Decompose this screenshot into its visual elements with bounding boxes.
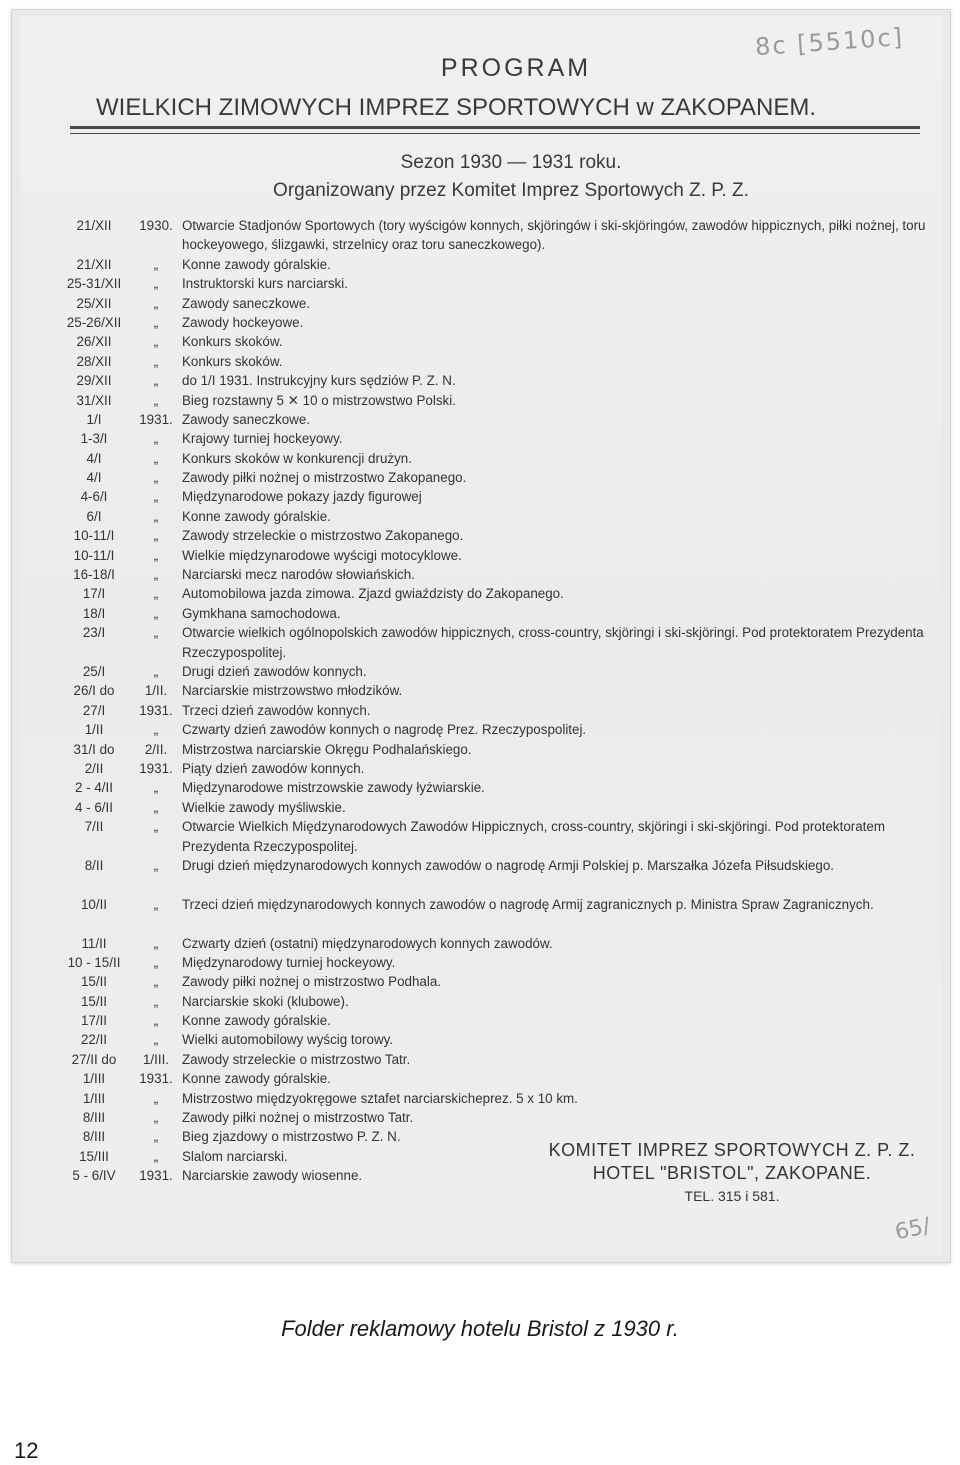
event-date: 17/I	[82, 586, 106, 602]
event-description: Konkurs skoków w konkurencji drużyn.	[182, 450, 412, 466]
event-date: 25/I	[82, 664, 106, 680]
event-date: 1/II	[84, 722, 104, 738]
event-year-mark: „	[153, 392, 159, 408]
event-description: Konne zawody góralskie.	[182, 1013, 331, 1029]
event-year-mark: 1930.	[139, 218, 173, 233]
event-year-mark: „	[153, 780, 159, 796]
event-description: Automobilowa jazda zimowa. Zjazd gwiaździsty do Zakopanego.	[182, 586, 564, 602]
event-description: Gymkhana samochodowa.	[182, 605, 341, 621]
event-year-mark: „	[153, 993, 159, 1009]
event-description: Drugi dzień zawodów konnych.	[182, 664, 367, 680]
event-description: Trzeci dzień międzynarodowych konnych zawodów o nagrodę Armij zagranicznych p. Ministra Spraw Zagranicznych.	[182, 896, 874, 912]
events-list	[58, 216, 928, 1186]
header-rule-thin	[70, 133, 920, 134]
event-row	[58, 934, 928, 953]
event-year-mark: „	[153, 256, 159, 272]
document-title: PROGRAM	[440, 54, 592, 82]
event-row	[58, 856, 928, 895]
event-row	[58, 895, 928, 934]
event-year-mark: „	[153, 1032, 159, 1048]
event-row	[58, 1050, 928, 1069]
closing-phone: TEL. 315 i 581.	[684, 1188, 780, 1204]
event-row	[58, 1030, 928, 1049]
event-year-mark: „	[153, 450, 159, 466]
event-year-mark: 1/II.	[144, 683, 168, 699]
event-year-mark: „	[153, 896, 159, 912]
document-subtitle: WIELKICH ZIMOWYCH IMPREZ SPORTOWYCH w ZAKOPANEM.	[96, 94, 817, 121]
event-date: 27/I	[82, 702, 106, 718]
event-description: Otwarcie Stadjonów Sportowych (tory wyścigów konnych, skjöringów i ski-skjöringów, zawodów hippicznych, piłki nożnej, toru hockeyowego, ślizgawki, strzelnicy oraz toru saneczkowego).	[182, 218, 926, 253]
event-date: 10-11/I	[73, 528, 115, 544]
event-row	[58, 1089, 928, 1108]
event-year-mark: „	[153, 625, 159, 641]
event-row	[58, 391, 928, 410]
event-date: 27/II do	[71, 1051, 117, 1067]
event-description: Międzynarodowe pokazy jazdy figurowej	[182, 489, 422, 505]
event-year-mark: „	[153, 470, 159, 486]
event-row	[58, 216, 928, 255]
event-date: 10/II	[80, 896, 108, 912]
event-year-mark: „	[153, 1013, 159, 1029]
event-row	[58, 410, 928, 429]
event-description: do 1/I 1931. Instrukcyjny kurs sędziów P. Z. N.	[182, 373, 456, 389]
season-line: Sezon 1930 — 1931 roku.	[400, 152, 622, 173]
event-date: 1/III	[82, 1071, 106, 1087]
event-date: 4/I	[86, 470, 102, 486]
event-description: Otwarcie wielkich ogólnopolskich zawodów hippicznych, cross-country, skjöringi i ski-skjöringi. Pod protektoratem Prezydenta Rzeczypospolitej.	[182, 625, 924, 660]
event-year-mark: „	[153, 722, 159, 738]
event-description: Zawody saneczkowe.	[182, 411, 311, 427]
event-description: Wielkie międzynarodowe wyścigi motocyklowe.	[182, 547, 462, 563]
event-description: Narciarskie skoki (klubowe).	[182, 993, 349, 1009]
event-date: 8/III	[82, 1129, 106, 1145]
event-date: 29/XII	[76, 373, 112, 389]
event-description: Czwarty dzień (ostatni) międzynarodowych konnych zawodów.	[182, 935, 553, 951]
event-date: 21/XII	[76, 256, 112, 272]
event-description: Konne zawody góralskie.	[182, 1071, 331, 1087]
event-year-mark: 1931.	[139, 702, 173, 718]
event-date: 1/III	[82, 1090, 106, 1106]
event-year-mark: „	[153, 1110, 159, 1126]
event-date: 8/III	[82, 1110, 106, 1126]
event-description: Krajowy turniej hockeyowy.	[182, 431, 343, 447]
event-description: Zawody saneczkowe.	[182, 295, 311, 311]
event-date: 4-6/I	[80, 489, 108, 505]
event-year-mark: 1/III.	[142, 1051, 170, 1067]
event-row	[58, 662, 928, 681]
event-row	[58, 992, 928, 1011]
event-date: 8/II	[84, 857, 104, 873]
event-date: 4/I	[86, 450, 102, 466]
event-description: Trzeci dzień zawodów konnych.	[182, 702, 371, 718]
closing-hotel: HOTEL "BRISTOL", ZAKOPANE.	[592, 1163, 872, 1183]
event-date: 31/I do	[73, 741, 115, 757]
event-date: 25-26/XII	[66, 314, 122, 330]
event-date: 23/I	[82, 625, 106, 641]
event-row	[58, 526, 928, 545]
event-description: Bieg rozstawny 5 ✕ 10 o mistrzowstwo Polski.	[182, 392, 456, 408]
event-date: 5 - 6/IV	[72, 1168, 116, 1184]
event-year-mark: 1931.	[139, 760, 173, 776]
event-row	[58, 1069, 928, 1088]
event-year-mark: „	[153, 974, 159, 990]
event-year-mark: 1931.	[139, 411, 173, 427]
event-year-mark: „	[153, 857, 159, 873]
event-description: Wielki automobilowy wyścig torowy.	[182, 1032, 394, 1048]
event-description: Drugi dzień międzynarodowych konnych zawodów o nagrodę Armji Polskiej p. Marszałka Józefa Piłsudskiego.	[182, 857, 834, 873]
event-date: 1/I	[86, 411, 102, 427]
event-row	[58, 1108, 928, 1127]
event-row	[58, 429, 928, 448]
event-year-mark: „	[153, 373, 159, 389]
event-description: Narciarskie mistrzowstwo młodzików.	[182, 683, 403, 699]
event-year-mark: „	[153, 489, 159, 505]
event-row	[58, 546, 928, 565]
event-row	[58, 584, 928, 603]
event-year-mark: „	[153, 334, 159, 350]
event-row	[58, 255, 928, 274]
event-description: Zawody piłki nożnej o mistrzostwo Tatr.	[182, 1110, 414, 1126]
event-year-mark: „	[153, 605, 159, 621]
event-year-mark: „	[153, 314, 159, 330]
event-year-mark: „	[153, 295, 159, 311]
event-year-mark: „	[153, 1148, 159, 1164]
event-date: 31/XII	[76, 392, 112, 408]
event-year-mark: „	[153, 1129, 159, 1145]
event-description: Zawody hockeyowe.	[182, 314, 304, 330]
event-description: Zawody strzeleckie o mistrzostwo Zakopanego.	[182, 528, 464, 544]
header-rule-thick	[70, 126, 920, 129]
event-description: Wielkie zawody myśliwskie.	[182, 799, 346, 815]
event-date: 25/XII	[76, 295, 112, 311]
event-date: 26/I do	[73, 683, 115, 699]
event-row	[58, 565, 928, 584]
event-description: Otwarcie Wielkich Międzynarodowych Zawodów Hippicznych, cross-country, skjöringi i ski-skjöringi. Pod protektoratem Prezydenta Rzeczypospolitej.	[182, 819, 886, 854]
event-date: 15/II	[80, 974, 108, 990]
page-number: 12	[14, 1438, 39, 1463]
event-date: 21/XII	[76, 218, 112, 233]
event-description: Mistrzostwo międzyokręgowe sztafet narciarskicheprez. 5 x 10 km.	[182, 1090, 578, 1106]
event-year-mark: „	[153, 799, 159, 815]
event-date: 16-18/I	[73, 567, 115, 583]
event-description: Zawody strzeleckie o mistrzostwo Tatr.	[182, 1051, 411, 1067]
event-row	[58, 740, 928, 759]
event-row	[58, 604, 928, 623]
event-date: 6/I	[86, 508, 102, 524]
event-date: 1-3/I	[80, 431, 108, 447]
event-year-mark: 1931.	[139, 1168, 173, 1184]
scanned-document	[12, 10, 950, 1262]
event-date: 17/II	[80, 1013, 108, 1029]
event-description: Konkurs skoków.	[182, 353, 283, 369]
event-year-mark: „	[153, 586, 159, 602]
event-description: Konne zawody góralskie.	[182, 508, 331, 524]
event-description: Mistrzostwa narciarskie Okręgu Podhalańskiego.	[182, 741, 472, 757]
organizer-line: Organizowany przez Komitet Imprez Sportowych Z. P. Z.	[273, 180, 749, 201]
event-year-mark: „	[153, 431, 159, 447]
event-row	[58, 701, 928, 720]
event-row	[58, 798, 928, 817]
event-description: Międzynarodowe mistrzowskie zawody łyżwiarskie.	[182, 780, 485, 796]
event-date: 4 - 6/II	[75, 799, 113, 815]
event-description: Zawody piłki nożnej o mistrzostwo Zakopanego.	[182, 470, 467, 486]
event-row	[58, 623, 928, 662]
event-description: Piąty dzień zawodów konnych.	[182, 760, 365, 776]
handwritten-page-mark: 65/	[892, 1213, 933, 1246]
event-row	[58, 778, 928, 797]
event-description: Narciarskie zawody wiosenne.	[182, 1168, 363, 1184]
event-year-mark: „	[153, 664, 159, 680]
event-date: 26/XII	[76, 334, 112, 350]
event-description: Instruktorski kurs narciarski.	[182, 276, 348, 292]
event-row	[58, 449, 928, 468]
event-year-mark: „	[153, 276, 159, 292]
event-description: Bieg zjazdowy o mistrzostwo P. Z. N.	[182, 1129, 401, 1145]
event-row	[58, 313, 928, 332]
event-row	[58, 487, 928, 506]
event-description: Czwarty dzień zawodów konnych o nagrodę Prez. Rzeczypospolitej.	[182, 722, 587, 738]
event-row	[58, 507, 928, 526]
event-row	[58, 972, 928, 991]
event-date: 2 - 4/II	[75, 780, 113, 796]
archive-mark: 8c [5510c]	[754, 22, 905, 62]
event-row	[58, 1011, 928, 1030]
event-row	[58, 294, 928, 313]
event-description: Slalom narciarski.	[182, 1148, 288, 1164]
event-row	[58, 681, 928, 700]
event-date: 15/II	[80, 993, 108, 1009]
event-date: 25-31/XII	[66, 276, 122, 292]
event-date: 10 - 15/II	[67, 954, 121, 970]
event-date: 18/I	[82, 605, 106, 621]
event-description: Zawody piłki nożnej o mistrzostwo Podhala.	[182, 974, 442, 990]
event-description: Narciarski mecz narodów słowiańskich.	[182, 567, 415, 583]
event-row	[58, 817, 928, 856]
event-row	[58, 468, 928, 487]
event-row	[58, 274, 928, 293]
event-year-mark: 2/II.	[144, 741, 168, 757]
event-year-mark: „	[153, 353, 159, 369]
event-date: 15/III	[79, 1148, 109, 1164]
event-year-mark: „	[153, 935, 159, 951]
event-year-mark: „	[153, 547, 159, 563]
event-description: Międzynarodowy turniej hockeyowy.	[182, 954, 396, 970]
event-year-mark: „	[153, 508, 159, 524]
event-year-mark: „	[153, 819, 159, 835]
event-year-mark: „	[153, 954, 159, 970]
event-row	[58, 352, 928, 371]
event-date: 22/II	[80, 1032, 108, 1048]
event-year-mark: „	[153, 567, 159, 583]
event-row	[58, 720, 928, 739]
closing-block	[532, 1140, 932, 1204]
event-year-mark: „	[153, 1090, 159, 1106]
event-year-mark: „	[153, 528, 159, 544]
event-date: 2/II	[84, 760, 104, 776]
event-description: Konne zawody góralskie.	[182, 256, 331, 272]
event-description: Konkurs skoków.	[182, 334, 283, 350]
event-row	[58, 759, 928, 778]
event-row	[58, 332, 928, 351]
event-date: 28/XII	[76, 353, 112, 369]
event-date: 10-11/I	[73, 547, 115, 563]
figure-caption: Folder reklamowy hotelu Bristol z 1930 r.	[281, 1316, 679, 1341]
event-date: 7/II	[84, 819, 104, 835]
event-year-mark: 1931.	[139, 1071, 173, 1087]
event-row	[58, 953, 928, 972]
event-row	[58, 371, 928, 390]
event-date: 11/II	[81, 935, 107, 951]
closing-committee: KOMITET IMPREZ SPORTOWYCH Z. P. Z.	[548, 1140, 916, 1160]
